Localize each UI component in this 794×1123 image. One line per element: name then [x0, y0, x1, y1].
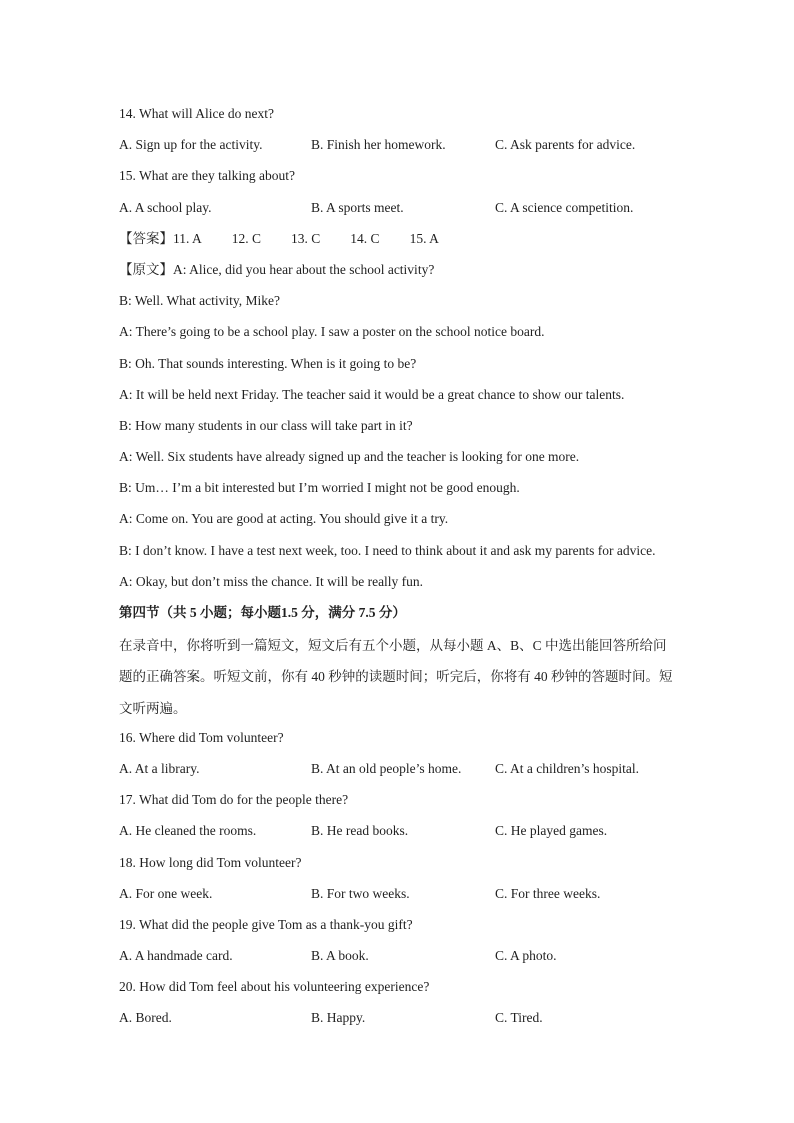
question-15-options [119, 194, 679, 225]
question-15: 15. What are they talking about? [119, 168, 295, 184]
option-a: A. A handmade card. [119, 948, 233, 964]
question-18: 18. How long did Tom volunteer? [119, 854, 302, 870]
question-14-options [119, 131, 679, 162]
transcript-line: A: Okay, but don’t miss the chance. It will be really fun. [119, 573, 424, 589]
question-16: 16. Where did Tom volunteer? [119, 729, 284, 745]
option-c: C. Ask parents for advice. [495, 137, 636, 153]
transcript-line: B: How many students in our class will take part in it? [119, 417, 413, 433]
transcript-line: B: I don’t know. I have a test next week, too. I need to think about it and ask my parents for advice. [119, 542, 656, 558]
option-c: C. For three weeks. [495, 885, 601, 901]
answer-item: 14. C [350, 230, 380, 246]
option-b: B. Finish her homework. [311, 137, 446, 153]
option-b: B. A sports meet. [311, 199, 404, 215]
option-b: B. For two weeks. [311, 885, 410, 901]
option-a: A. Sign up for the activity. [119, 137, 263, 153]
question-16-options [119, 755, 679, 786]
transcript-line: B: Well. What activity, Mike? [119, 293, 281, 309]
transcript-line: A: Well. Six students have already signed up and the teacher is looking for one more. [119, 449, 580, 465]
question-14: 14. What will Alice do next? [119, 106, 274, 121]
answer-item: 15. A [409, 230, 439, 246]
option-a: A. A school play. [119, 199, 212, 215]
transcript-line: A: It will be held next Friday. The teacher said it would be a great chance to show our talents. [119, 386, 625, 402]
question-18-options [119, 880, 679, 911]
question-19: 19. What did the people give Tom as a thank-you gift? [119, 916, 413, 932]
answer-item: 11. A [173, 230, 202, 246]
option-b: B. He read books. [311, 823, 409, 839]
transcript-line: A: Come on. You are good at acting. You should give it a try. [119, 511, 449, 527]
question-19-options [119, 942, 679, 973]
answer-key [119, 225, 679, 256]
transcript-line: B: Um… I’m a bit interested but I’m worried I might not be good enough. [119, 480, 520, 496]
option-a: A. At a library. [119, 760, 200, 776]
question-20: 20. How did Tom feel about his volunteering experience? [119, 979, 430, 995]
option-c: C. A photo. [495, 948, 557, 964]
answer-label: 【答案】 [119, 230, 173, 246]
option-c: C. Tired. [495, 1010, 543, 1026]
section-instructions: 在录音中，你将听到一篇短文，短文后有五个小题，从每小题 A、B、C 中选出能回答所给问题的正确答案。听短文前，你有 40 秒钟的读题时间；听完后，你将有 40 秒钟的答题时间。短文听两遍。 [119, 638, 673, 716]
transcript-label: 【原文】 [119, 261, 173, 277]
section-title: 第四节（共 5 小题；每小题1.5 分，满分 7.5 分） [119, 605, 406, 620]
transcript-line: 【原文】A: Alice, did you hear about the school activity? [119, 261, 435, 277]
document-content [119, 100, 679, 1036]
option-c: C. He played games. [495, 823, 608, 839]
question-17-options [119, 817, 679, 848]
option-a: A. For one week. [119, 885, 213, 901]
answer-item: 13. C [291, 230, 321, 246]
option-c: C. A science competition. [495, 199, 634, 215]
transcript-line: B: Oh. That sounds interesting. When is it going to be? [119, 355, 417, 371]
option-a: A. Bored. [119, 1010, 172, 1026]
option-b: B. Happy. [311, 1010, 366, 1026]
question-17: 17. What did Tom do for the people there? [119, 792, 349, 808]
question-20-options [119, 1004, 679, 1035]
transcript-line: A: There’s going to be a school play. I saw a poster on the school notice board. [119, 324, 545, 340]
option-c: C. At a children’s hospital. [495, 760, 639, 776]
option-b: B. At an old people’s home. [311, 760, 462, 776]
answer-item: 12. C [231, 230, 262, 246]
option-a: A. He cleaned the rooms. [119, 823, 257, 839]
option-b: B. A book. [311, 948, 369, 964]
